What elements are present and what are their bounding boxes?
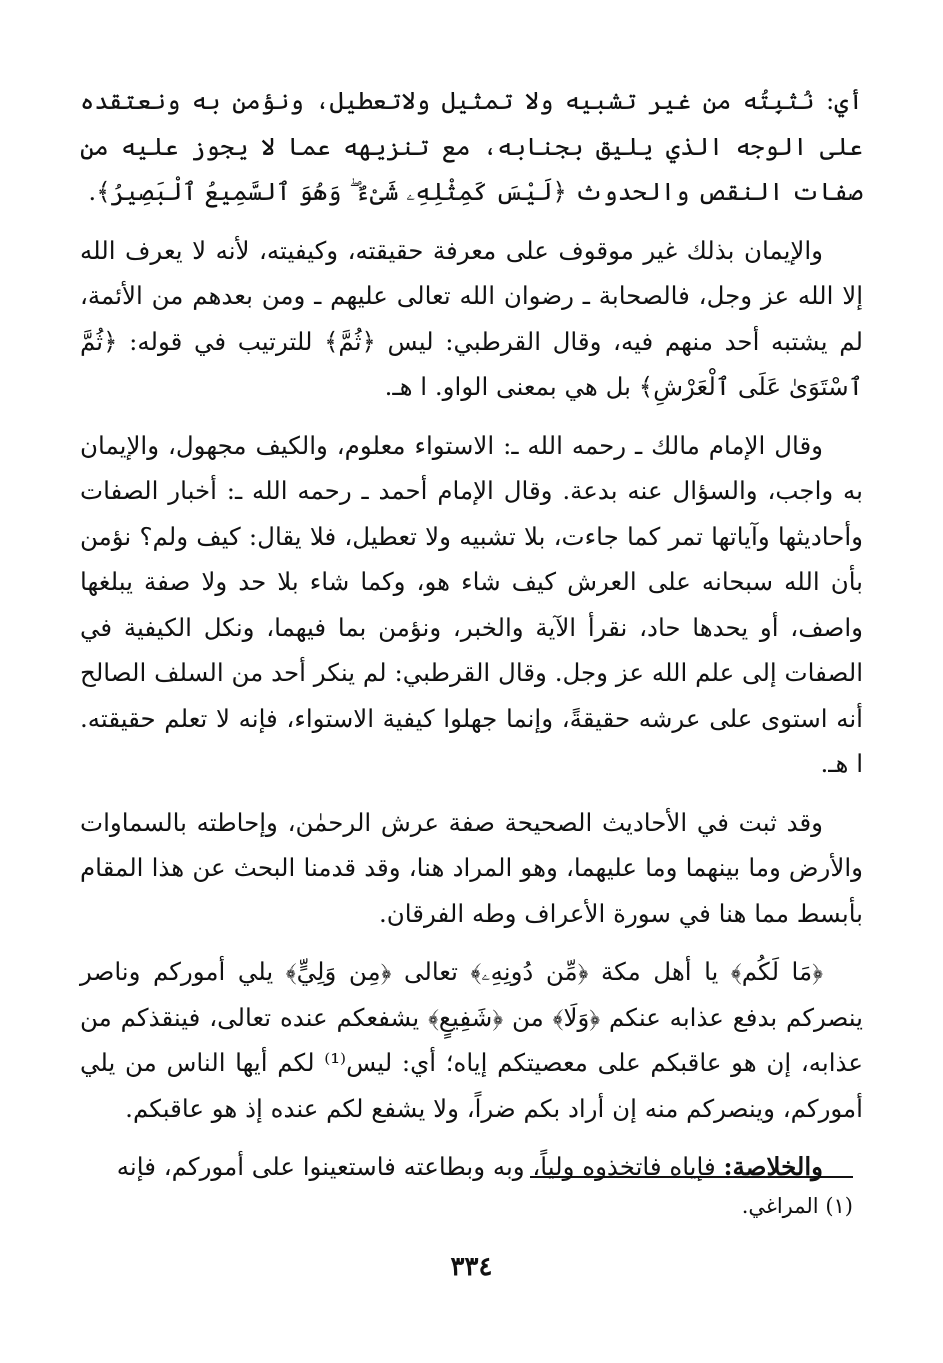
- page-number: ٣٣٤: [450, 1252, 493, 1282]
- summary-text: فإياه فاتخذوه ولياً، وبه وبطاعته فاستعينوا على أموركم، فإنه: [116, 1152, 724, 1181]
- footnote: (١) المراغي.: [741, 1194, 853, 1218]
- paragraph-3: وقال الإمام مالك ـ رحمه الله ـ: الاستواء معلوم، والكيف مجهول، والإيمان به واجب، والسؤال عنه بدعة. وقال الإمام أحمد ـ رحمه الله ـ: أخبار الصفات وأحاديثها وآياتها تمر كما جاءت، بلا تشبيه ولا تعطيل، فلا يقال: كيف ولم؟ نؤمن بأن الله سبحانه على العرش كيف شاء هو، وكما شاء بلا حد ولا صفة يبلغها واصف، أو يحدها حاد، نقرأ الآية والخبر، ونؤمن بما فيهما، ونكل الكيفية في الصفات إلى علم الله عز وجل. وقال القرطبي: لم ينكر أحد من السلف الصالح أنه استوى على عرشه حقيقةً، وإنما جهلوا كيفية الاستواء، فإنه لا تعلم حقيقته. ا هـ.: [80, 430, 863, 778]
- paragraph-4: وقد ثبت في الأحاديث الصحيحة صفة عرش الرحمٰن، وإحاطته بالسماوات والأرض وما بينهما وما عليهما، وهو المراد هنا، وقد قدمنا البحث عن هذا المقام بأبسط مما هنا في سورة الأعراف وطه الفرقان.: [80, 807, 863, 928]
- footnote-divider: [530, 1176, 853, 1178]
- paragraph-1: أي: نُثبِتُه من غير تشبيه ولا تمثيل ولاتعطيل، ونؤمن به ونعتقده على الوجه الذي يليق بجنابه، مع تنزيهه عما لا يجوز عليه من صفات النقص والحدوث ﴿لَيْسَ كَمِثْلِهِۦ شَىْءٌ ۖ وَهُوَ ٱلسَّمِيعُ ٱلْبَصِيرُ﴾.: [80, 86, 863, 206]
- paragraph-6: [80, 1144, 863, 1190]
- summary-label: والخلاصة:: [723, 1152, 823, 1181]
- paragraph-2: والإيمان بذلك غير موقوف على معرفة حقيقته، وكيفيته، لأنه لا يعرف الله إلا الله عز وجل، فالصحابة ـ رضوان الله تعالى عليهم ـ ومن بعدهم من الأئمة، لم يشتبه أحد منهم فيه، وقال القرطبي: ليس ﴿ثُمَّ﴾ للترتيب في قوله: ﴿ثُمَّ ٱسْتَوَىٰ عَلَى ٱلْعَرْشِ﴾ بل هي بمعنى الواو. ا هـ.: [80, 235, 863, 401]
- main-text: [80, 78, 863, 1203]
- paragraph-5: ﴿مَا لَكُم﴾ يا أهل مكة ﴿مِّن دُونِهِۦ﴾ تعالى ﴿مِن وَلِيٍّ﴾ يلي أموركم وناصر ينصركم بدفع عذابه عنكم ﴿وَلَا﴾ من ﴿شَفِيعٍ﴾ يشفعكم عنده تعالى، فينقذكم من عذابه، إن هو عاقبكم على معصيتكم إياه؛ أي: ليس⁽¹⁾ لكم أيها الناس من يلي أموركم، وينصركم منه إن أراد بكم ضراً، ولا يشفع لكم عنده إذ هو عاقبكم.: [80, 957, 863, 1123]
